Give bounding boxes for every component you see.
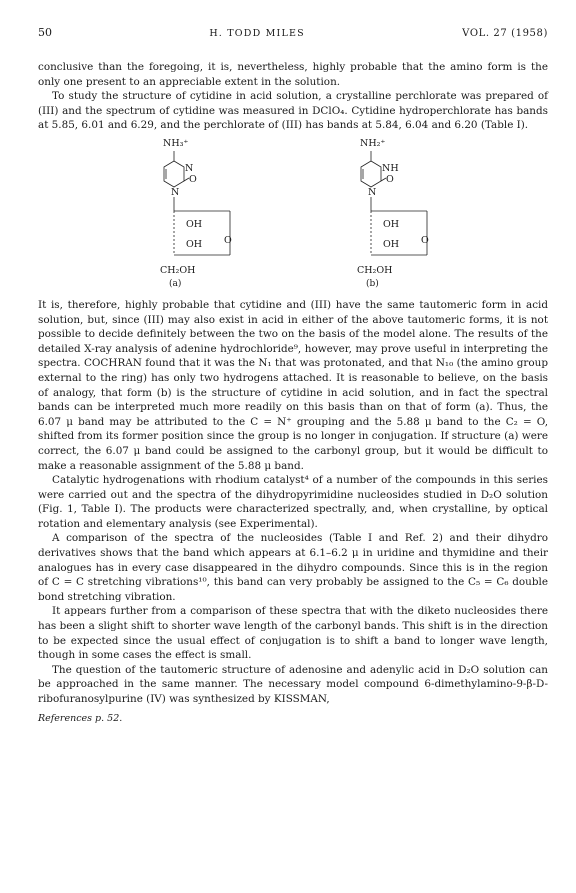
ring-n1-b-label: N bbox=[368, 186, 377, 198]
oh-1-a-label: OH bbox=[186, 218, 203, 230]
running-header bbox=[38, 26, 548, 48]
volume-label: VOL. 27 (1958) bbox=[462, 28, 548, 39]
carbonyl-a-label: O bbox=[189, 173, 197, 185]
running-author: H. TODD MILES bbox=[209, 28, 305, 39]
structure-b-caption: (b) bbox=[366, 278, 379, 289]
ring-n3-a-label: N bbox=[185, 162, 194, 174]
ring-oxygen-a-label: O bbox=[224, 234, 232, 246]
ch2oh-b-label: CH₂OH bbox=[357, 264, 393, 276]
references-note: References p. 52. bbox=[38, 712, 123, 724]
paragraph-2: To study the structure of cytidine in acid solution, a crystalline perchlorate was prepared of (III) and the spectrum of cytidine was measured in DClO₄. Cytidine hydroperchlorate has bands at 5.85, 6.01 and 6.29, and the perchlorate of (III) has bands at 5.84, 6.04 and 6.20 (Table I). bbox=[38, 90, 548, 132]
ch2oh-a-label: CH₂OH bbox=[160, 264, 196, 276]
structure-a-caption: (a) bbox=[169, 278, 182, 289]
oh-2-a-label: OH bbox=[186, 238, 203, 250]
paragraph-4: Catalytic hydrogenations with rhodium catalyst⁴ of a number of the compounds in this series were carried out and the spectra of the dihydropyrimidine nucleosides studied in D₂O solution (Fig. 1, Table I). The products were characterized spectrally, and, when crystalline, by optical rotation and elementary analysis (see Experimental). bbox=[38, 474, 548, 530]
structure-b bbox=[357, 138, 429, 289]
ring-n3-b-label: NH bbox=[382, 162, 399, 174]
amino-b-label: NH₂⁺ bbox=[360, 137, 386, 149]
carbonyl-b-label: O bbox=[386, 173, 394, 185]
paragraph-1: conclusive than the foregoing, it is, nevertheless, highly probable that the amino form is the only one present to an appreciable extent in the solution. bbox=[38, 61, 548, 88]
paragraph-7: The question of the tautomeric structure of adenosine and adenylic acid in D₂O solution can be approached in the same manner. The necessary model compound 6-dimethylamino-9-β-D-ribofuranosylpurine (IV) was synthesized by KISSMAN, bbox=[38, 663, 548, 705]
ring-oxygen-b-label: O bbox=[421, 234, 429, 246]
amino-a-label: NH₃⁺ bbox=[163, 137, 189, 149]
page bbox=[38, 26, 548, 726]
structure-figure bbox=[38, 135, 548, 292]
page-number: 50 bbox=[38, 26, 52, 39]
paragraph-6: It appears further from a comparison of these spectra that with the diketo nucleosides there has been a slight shift to shorter wave length of the carbonyl bands. This shift is in the direction to be expected since the usual effect of conjugation is to shift a band to longer wave length, though in some cases the effect is small. bbox=[38, 605, 548, 662]
ring-n1-a-label: N bbox=[171, 186, 180, 198]
oh-2-b-label: OH bbox=[383, 238, 400, 250]
oh-1-b-label: OH bbox=[383, 218, 400, 230]
structure-a bbox=[160, 138, 232, 289]
structure-drawing bbox=[38, 135, 548, 292]
paragraph-3: It is, therefore, highly probable that cytidine and (III) have the same tautomeric form in acid solution, but, since (III) may also exist in acid in either of the above tautomeric forms, it is not possible to decide definitely between the two on the basis of the model alone. The results of the detailed X-ray analysis of adenine hydrochloride⁹, however, may prove useful in interpreting the spectra. COCHRAN found that it was the N₁ that was protonated, and that N₁₀ (the amino group external to the ring) has only two hydrogens attached. It is reasonable to believe, on the basis of analogy, that form (b) is the structure of cytidine in acid solution, and in fact the spectral bands can be interpreted much more readily on this basis than on that of form (a). Thus, the 6.07 μ band may be attributed to the C = N⁺ grouping and the 5.88 μ band to the C₂ = O, shifted from its former position since the group is no longer in conjugation. If structure (a) were correct, the 6.07 μ band could be assigned to the carbonyl group, but it would be difficult to make a reasonable assignment of the 5.88 μ band. bbox=[38, 298, 548, 472]
paragraph-5: A comparison of the spectra of the nucleosides (Table I and Ref. 2) and their dihydro derivatives shows that the band which appears at 6.1–6.2 μ in uridine and thymidine and their analogues has in every case disappeared in the dihydro compounds. Since this is in the region of C = C stretching vibrations¹⁰, this band can very probably be assigned to the C₅ = C₆ double bond stretching vibration. bbox=[38, 532, 548, 603]
